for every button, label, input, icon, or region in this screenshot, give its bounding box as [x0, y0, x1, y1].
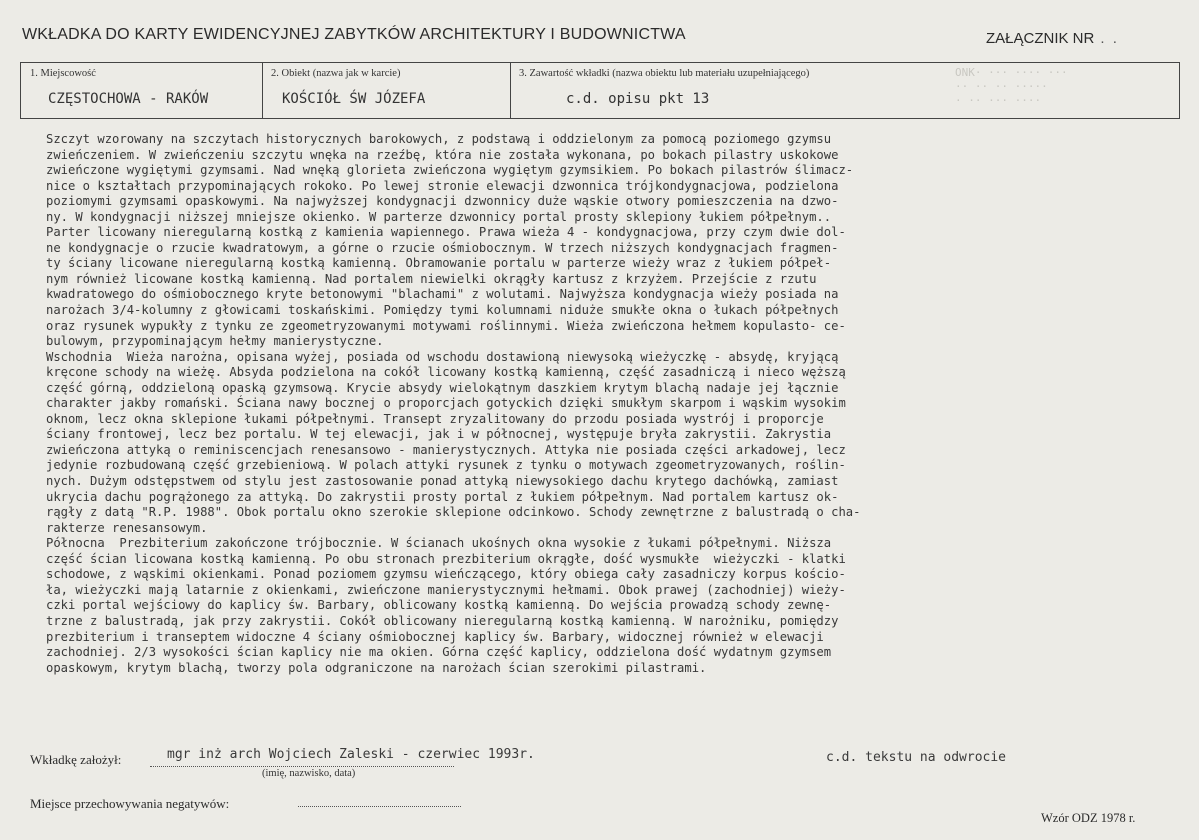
- description-body: Szczyt wzorowany na szczytach historycznych barokowych, z podstawą i oddzielonym za pomocą poziomego gzymsu zwieńczeniem. W zwieńczeniu szczytu wnęka na rzeźbę, która nie została wykonana, po bokach pilastry uskokowe zwieńczone wygiętymi gzymsami. Nad wnęką glorieta zwieńczona wygiętym gzymsikiem. Po bokach pilastrów ślimacz- nice o kształtach przypominających rokoko. Po lewej stronie elewacji dzwonnica trójkondygnacjowa, podzielona poziomymi gzymsami opaskowymi. Na najwyższej kondygnacji dzwonnicy duże wąskie otwory pomieszczenia na dzwo- ny. W kondygnacji niższej mniejsze okienko. W parterze dzwonnicy portal prosty sklepiony łukiem półpełnym.. Parter licowany nieregularną kostką z kamienia wapiennego. Prawa wieża 4 - kondygnacjowa, przy czym dwie dol- ne kondygnacje o rzucie kwadratowym, a górne o rzucie ośmiobocznym. W trzech niższych kondygnacjach fragmen- ty ściany licowane nieregularną kostką kamienną. Obramowanie portalu w parterze wieży wraz z łukiem półpeł- nym również licowane kostką kamienną. Nad portalem niewielki okrągły kartusz z krzyżem. Przejście z rzutu kwadratowego do ośmiobocznego kryte betonowymi "blachami" z wolutami. Najwyższa kondygnacja wieży posiada na narożach 3/4-kolumny z głowicami toskańskimi. Pomiędzy tymi kolumnami niduże smukłe okna o łukach półpełnych oraz rysunek wypukły z tynku ze zgeometryzowanymi motywami roślinnymi. Wieża zwieńczona hełmem kopulasto- ce- bulowym, przypominającym hełmy manierystyczne. Wschodnia Wieża narożna, opisana wyżej, posiada od wschodu dostawioną niewysoką wieżyczkę - absydę, kryjącą kręcone schody na wieżę. Absyda podzielona na cokół licowany kostką kamienną, część zasadniczą i nieco węższą część górną, oddzieloną opaską gzymsową. Krycie absydy wielokątnym daszkiem krytym blachą nadaje jej łącznie charakter jakby romański. Ściana nawy bocznej o proporcjach gotyckich dzięki smukłym skarpom i wąskim wysokim oknom, lecz okna sklepione łukami półpełnymi. Transept zryzalitowany do przodu posiada wystrój i proporcje ściany frontowej, lecz bez portalu. W tej elewacji, jak i w północnej, występuje bryła zakrystii. Zakrystia zwieńczona attyką o reminiscencjach renesansowo - manierystycznych. Attyka nie posiada części arkadowej, lecz jedynie rozbudowaną część grzebieniową. W polach attyki rysunek z tynku o motywach zgeometryzowanych, roślin- nych. Dużym odstępstwem od stylu jest zastosowanie ponad attyką niewysokiego dachu krytego dachówką, zamiast ukrycia dachu pogrążonego za attyką. Do zakrystii prosty portal z łukiem półpełnym. Nad portalem kartusz ok- rągły z datą "R.P. 1988". Obok portalu okno szerokie sklepione odcinkowo. Schody zewnętrzne z balustradą o cha- rakterze renesansowym. Północna Prezbiterium zakończone trójbocznie. W ścianach ukośnych okna wysokie z łukami półpełnymi. Niższa część ścian licowana kostką kamienną. Po obu stronach prezbiterium okrągłe, dość wysmukłe wieżyczki - klatki schodowe, z wąskimi okienkami. Ponad poziomem gzymsu wieńczącego, który obiega cały zasadniczy korpus kościo- ła, wieżyczki mają latarnie z okienkami, zwieńczone manierystycznymi hełmami. Obok prawej (zachodniej) wieży- czki portal wejściowy do kaplicy św. Barbary, oblicowany kostką kamienną. Do wejścia prowadzą schody zewnę- trzne z balustradą, jak przy zakrystii. Cokół oblicowany nieregularną kostką kamienną. W narożniku, pomiędzy prezbiterium i transeptem widoczne 4 ściany ośmiobocznej kaplicy św. Barbary, widocznej również w elewacji zachodniej. 2/3 wysokości ścian kaplicy nie ma okien. Górna część kaplicy, oddzielona dość wydatnym gzymsem opaskowym, krytym blachą, tworzy pola odgraniczone na narożach ścian szerokimi pilastrami.: [46, 132, 861, 675]
- created-by-hint: (imię, nazwisko, data): [262, 768, 356, 779]
- negatives-line: [298, 806, 461, 807]
- content-value: c.d. opisu pkt 13: [566, 91, 710, 107]
- annex-label: ZAŁĄCZNIK NR: [986, 30, 1095, 47]
- negatives-label: Miejsce przechowywania negatywów:: [30, 796, 230, 811]
- place-value: CZĘSTOCHOWA - RAKÓW: [48, 91, 209, 107]
- field-divider-1: [20, 62, 21, 119]
- form-model: Wzór ODZ 1978 r.: [1041, 811, 1136, 825]
- annex-number: [986, 30, 1119, 47]
- header-rule-bottom: [20, 118, 1180, 119]
- object-value: KOŚCIÓŁ ŚW JÓZEFA: [282, 91, 426, 107]
- field-divider-3: [510, 62, 511, 119]
- header-rule-top: [20, 62, 1180, 63]
- created-by-label: Wkładkę założył:: [30, 752, 122, 767]
- content-label: 3. Zawartość wkładki (nazwa obiektu lub materiału uzupełniającego): [519, 68, 810, 79]
- place-label: 1. Miejscowość: [30, 68, 96, 79]
- bleed-through-text: ONK· ··· ···· ··· ·· ·· ·· ····· · ·· ··· ····: [955, 66, 1068, 107]
- continuation-note: c.d. tekstu na odwrocie: [826, 750, 1007, 765]
- document-title: WKŁADKA DO KARTY EWIDENCYJNEJ ZABYTKÓW ARCHITEKTURY I BUDOWNICTWA: [22, 26, 686, 43]
- field-divider-2: [262, 62, 263, 119]
- annex-number-value: . .: [1100, 30, 1119, 47]
- object-label: 2. Obiekt (nazwa jak w karcie): [271, 68, 401, 79]
- field-divider-4: [1179, 62, 1180, 119]
- created-by-value: mgr inż arch Wojciech Zaleski - czerwiec 1993r.: [167, 747, 535, 762]
- created-by-line: [150, 766, 454, 767]
